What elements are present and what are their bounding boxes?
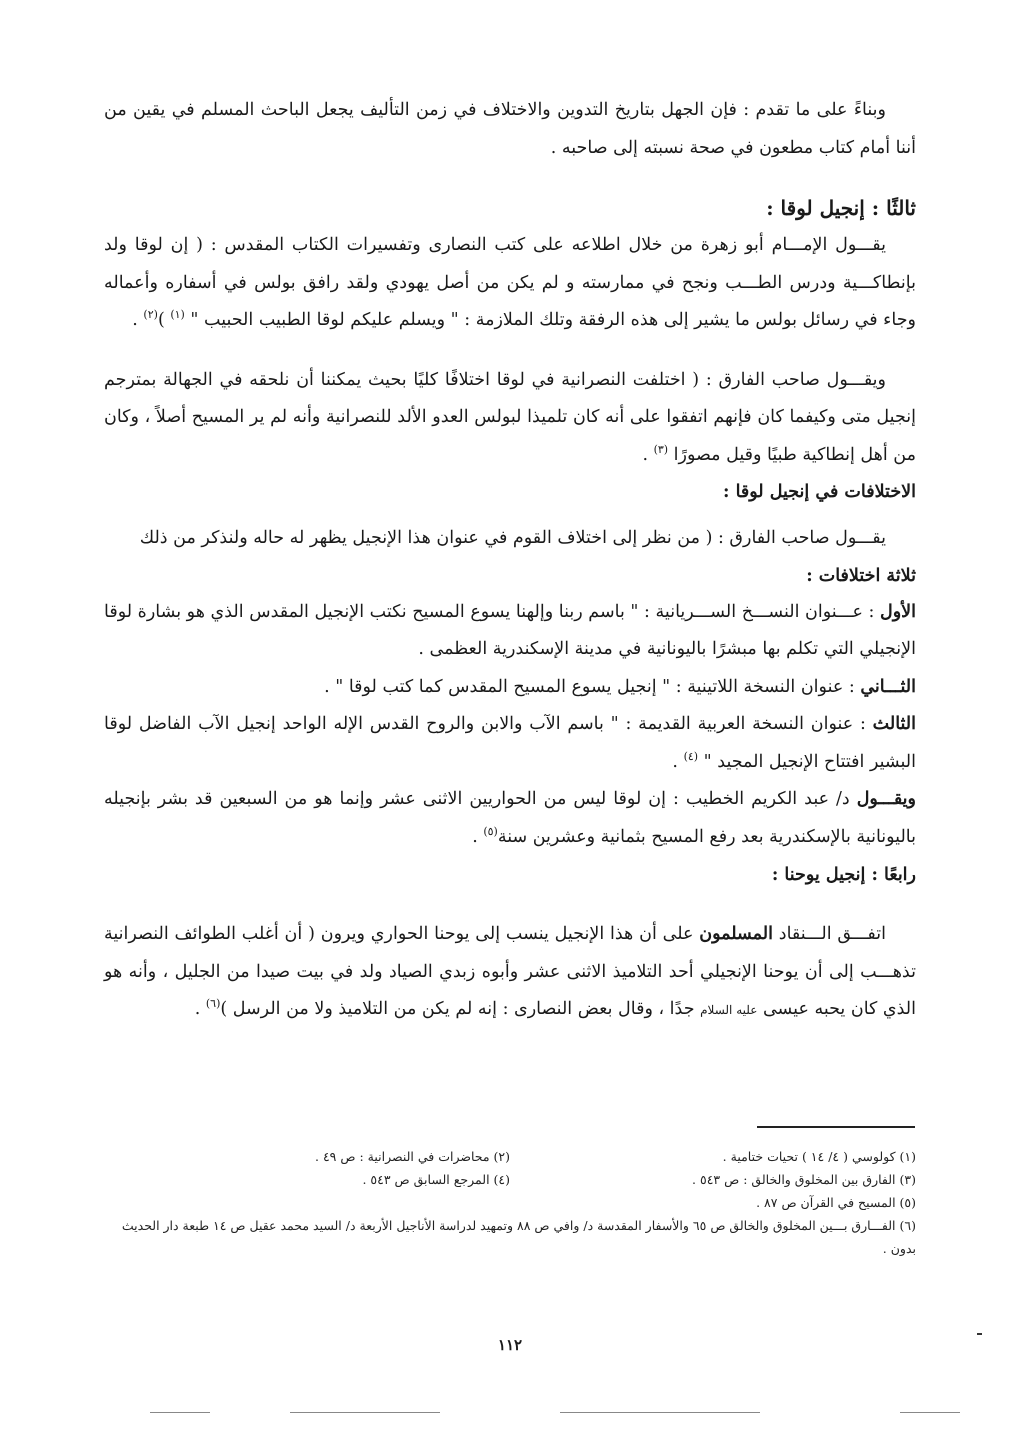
footnote-separator — [757, 1126, 915, 1128]
footnote-3: (٣) الفارق بين المخلوق والخالق : ص ٥٤٣ . — [692, 1172, 916, 1187]
page-body — [104, 92, 916, 1030]
fariq-titles-paragraph: يقـــول صاحب الفارق : ( من نظر إلى اختلاف القوم في عنوان هذا الإنجيل يظهر له حاله ولنذكر من ذلك — [139, 528, 886, 548]
third-title-paragraph: الثالث : عنوان النسخة العربية القديمة : " باسم الآب والابن والروح القدس الإله الواحد إنجيل الآب الفاضل لوقا البشير افتتاح الإنجيل المجيد " $^{(٤)}$ . — [104, 714, 916, 772]
footnote-ref-1: (١) — [170, 308, 185, 322]
footnote-ref-3: (٣) — [653, 442, 669, 456]
three-differences-label: ثلاثة اختلافات : — [806, 565, 916, 586]
footnote-6: (٦) الفـــارق بـــين المخلوق والخالق ص ٦٥ والأسفار المقدسة د/ وافي ص ٨٨ وتمهيد لدراسة الأناجيل الأربعة د/ السيد محمد عقيل ص ١٤ طبعة دار الحديث بدون . — [121, 1218, 916, 1256]
footnote-ref-2: (٢) — [143, 308, 158, 322]
fariq-paragraph: ويقـــول صاحب الفارق : ( اختلفت النصرانية في لوقا اختلافًا كليًا بحيث يمكننا أن نلحقه في الجهالة بمترجم إنجيل متى وكيفما كان فإنهم اتفقوا على أنه كان تلميذا لبولس العدو الألد للنصرانية وأنه لم ير المسيح أصلاً ، وكان من أهل إنطاكية طبيًا وقيل مصورًا $^{(٣)}$ . — [104, 369, 916, 465]
page-number: ١١٢ — [497, 1336, 523, 1354]
scan-line — [560, 1412, 760, 1413]
intro-paragraph: وبناءً على ما تقدم : فإن الجهل بتاريخ التدوين والاختلاف في زمن التأليف يجعل الباحث المسلم في يقين من أننا أمام كتاب مطعون في صحة نسبته إلى صاحبه . — [104, 100, 916, 158]
footnote-1: (١) كولوسي ( ٤/ ١٤ ) تحيات ختامية . — [722, 1149, 916, 1164]
footnote-ref-4: (٤) — [683, 749, 699, 763]
scan-mark — [977, 1333, 982, 1335]
footnote-2: (٢) محاضرات في النصرانية : ص ٤٩ . — [315, 1149, 510, 1164]
footnote-ref-5: (٥) — [483, 824, 498, 838]
section-heading-differences: الاختلافات في إنجيل لوقا : — [723, 482, 916, 502]
khatib-label: ويقـــول — [856, 789, 916, 809]
section-heading-luke: ثالثًا : إنجيل لوقا : — [766, 196, 916, 220]
footnote-4: (٤) المرجع السابق ص ٥٤٣ . — [362, 1172, 510, 1187]
section-heading-john: رابعًا : إنجيل يوحنا : — [771, 865, 916, 885]
footnotes — [104, 1145, 916, 1260]
footnote-5: (٥) المسيح في القرآن ص ٨٧ . — [756, 1195, 916, 1210]
scan-line — [900, 1412, 960, 1413]
abu-zahra-paragraph: يقـــول الإمـــام أبو زهرة من خلال اطلاعه على كتب النصارى وتفسيرات الكتاب المقدس : ( إن لوقا ولد بإنطاكـــية ودرس الطـــب ونجح في ممارسته و لم يكن من أصل يهودي ولقد رافق بولس في أسفاره وأعماله وجاء في رسائل بولس ما يشير إلى هذه الرفقة وتلك الملازمة : " ويسلم عليكم لوقا الطبيب الحبيب " $^{(١)}$ )$^{(٢)}$ . — [104, 235, 916, 330]
footnote-ref-6: (٦) — [205, 997, 221, 1011]
third-label: الثالث — [872, 714, 916, 734]
khatib-paragraph: ويقـــول د/ عبد الكريم الخطيب : إن لوقا ليس من الحواريين الاثنى عشر وإنما هو من السبعين قد بشر بإنجيله باليونانية بالإسكندرية بعد رفع المسيح بثمانية وعشرين سنة$^{(٥)}$ . — [104, 789, 916, 847]
john-paragraph: اتفـــق الـــنقاد المسلمون على أن هذا الإنجيل ينسب إلى يوحنا الحواري ويرون ( أن أغلب الطوائف النصرانية تذهـــب إلى أن يوحنا الإنجيلي أحد التلاميذ الاثنى عشر وأبوه زبدي الصياد ولد في بيت صيدا من الجليل ، وأنه هو الذي كان يحبه عيسى عليه السلام جدًا ، وقال بعض النصارى : إنه لم يكن من التلاميذ ولا من الرسل )$^{(٦)}$ . — [104, 924, 916, 1019]
scan-line — [150, 1412, 210, 1413]
scan-line — [290, 1412, 440, 1413]
second-title-paragraph: الثـــاني : عنوان النسخة اللاتينية : " إنجيل يسوع المسيح المقدس كما كتب لوقا " . — [324, 676, 916, 697]
first-title-paragraph: الأول : عـــنوان النســـخ الســـريانية : " باسم ربنا وإلهنا يسوع المسيح نكتب الإنجيل المقدس الذي هو بشارة لوقا الإنجيلي التي تكلم بها مبشرًا باليونانية في مدينة الإسكندرية العظمى . — [104, 601, 916, 659]
honorific-glyph: عليه السلام — [700, 1003, 758, 1017]
second-label: الثـــاني — [860, 676, 916, 697]
first-label: الأول — [879, 601, 916, 622]
